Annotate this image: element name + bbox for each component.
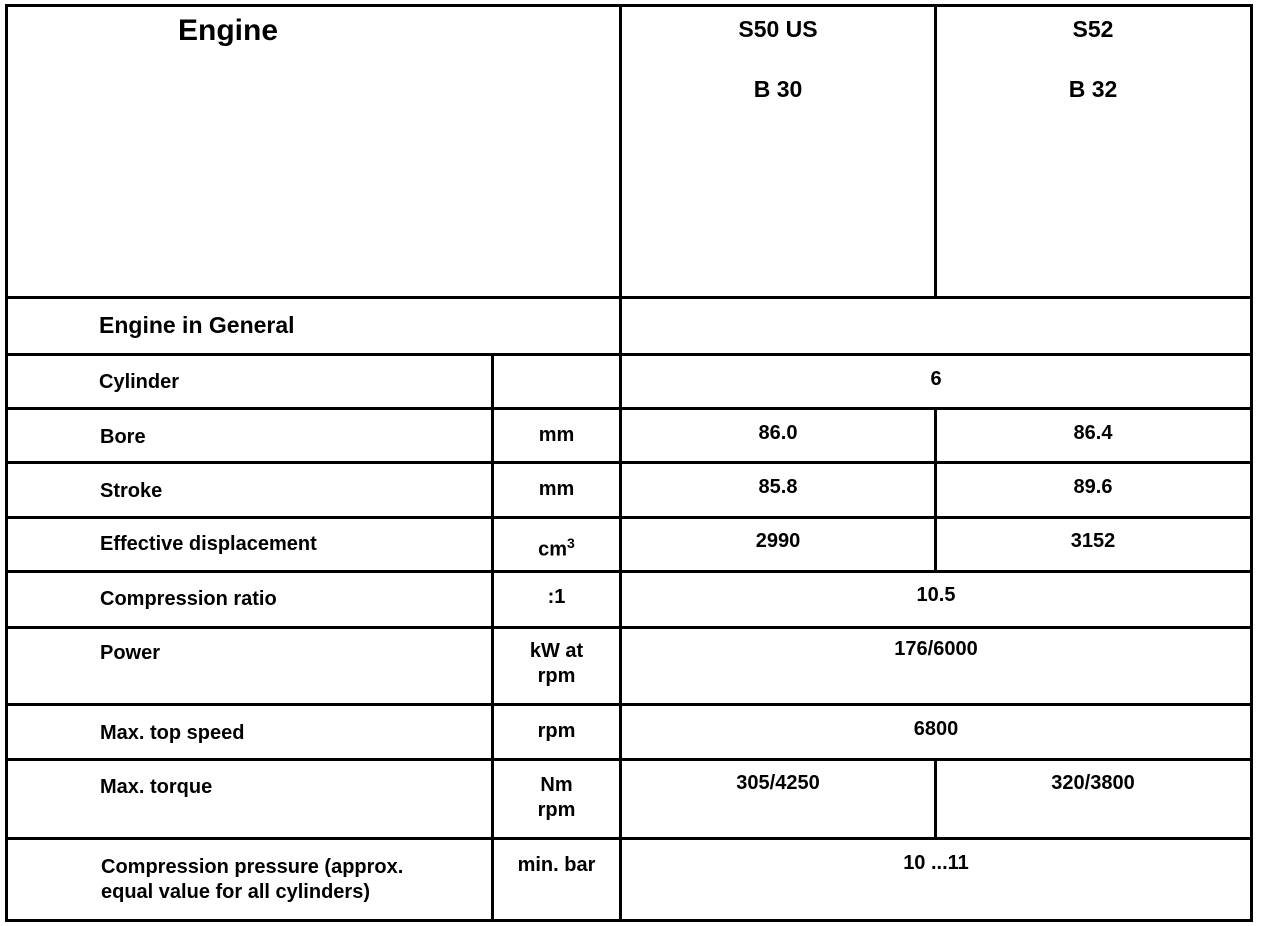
row-label-cylinder: Cylinder [99,371,180,393]
row-divider [5,296,1253,299]
row-divider [5,626,1253,629]
row-value-bore-s52: 86.4 [1073,422,1113,444]
table-title: Engine [178,14,279,47]
row-label-compression-ratio: Compression ratio [100,588,277,610]
row-value-max-top-speed: 6800 [913,718,959,740]
column-divider [934,4,937,298]
engine-2-code: B 32 [1068,76,1118,102]
row-label-power: Power [100,642,161,664]
row-divider [5,407,1253,410]
unit-base: cm [538,538,568,561]
row-value-stroke-s52: 89.6 [1073,476,1113,498]
row-divider [5,353,1253,356]
row-label-displacement: Effective displacement [100,533,317,555]
engine-2-name: S52 [1072,16,1114,42]
row-unit-power-line1: kW at [529,640,584,662]
row-value-max-torque-s52: 320/3800 [1051,772,1135,794]
row-unit-max-torque-line1: Nm [540,774,573,796]
row-value-stroke-s50: 85.8 [758,476,798,498]
row-divider [5,570,1253,573]
row-value-displacement-s50: 2990 [755,530,801,552]
row-unit-max-top-speed: rpm [537,720,576,742]
row-value-cylinder: 6 [930,368,942,390]
row-unit-compression-pressure: min. bar [517,854,596,876]
row-label-bore: Bore [100,426,146,448]
row-unit-power-line2: rpm [537,665,576,687]
row-unit-compression-ratio: :1 [547,586,566,608]
row-value-compression-ratio: 10.5 [916,584,956,606]
row-value-max-torque-s50: 305/4250 [736,772,820,794]
row-label-compression-pressure-line2: equal value for all cylinders) [101,881,370,903]
row-value-power: 176/6000 [894,638,978,660]
row-value-bore-s50: 86.0 [758,422,798,444]
engine-1-code: B 30 [753,76,803,102]
section-title: Engine in General [99,312,295,338]
row-divider [5,758,1253,761]
row-label-max-torque: Max. torque [100,776,213,798]
row-unit-bore: mm [538,424,575,446]
row-unit-max-torque-line2: rpm [537,799,576,821]
row-label-max-top-speed: Max. top speed [100,722,245,744]
row-divider [5,837,1253,840]
row-label-stroke: Stroke [100,480,163,502]
engine-1-name: S50 US [738,16,818,42]
row-divider [5,516,1253,519]
row-value-displacement-s52: 3152 [1070,530,1116,552]
row-value-compression-pressure: 10 ...11 [903,852,969,874]
row-unit-displacement [494,530,619,563]
unit-superscript: 3 [567,535,575,551]
row-unit-stroke: mm [538,478,575,500]
row-label-compression-pressure-line1: Compression pressure (approx. [101,856,404,878]
row-divider [5,703,1253,706]
row-divider [5,461,1253,464]
